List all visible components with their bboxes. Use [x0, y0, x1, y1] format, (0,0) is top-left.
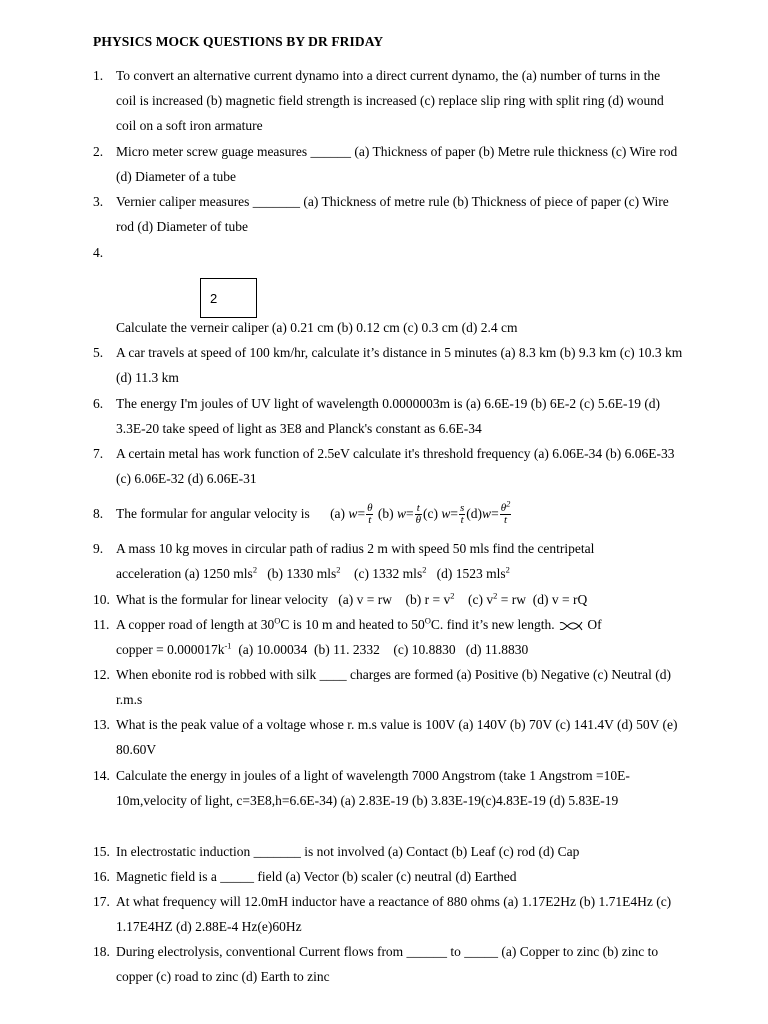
diagram-box-label: 2: [210, 291, 218, 306]
question-text: Magnetic field is a _____ field (a) Vector (b) scaler (c) neutral (d) Earthed: [116, 869, 517, 884]
question-text: Micro meter screw guage measures ______ (a) Thickness of paper (b) Metre rule thickness (c) Wire rod (d) Diameter of a tube: [116, 144, 678, 185]
formula-equals: =: [405, 506, 414, 521]
option-d-label: (d): [466, 506, 483, 521]
question-number: 13.: [93, 717, 110, 732]
question-number: 9.: [93, 541, 104, 556]
formula-equals: =: [491, 506, 499, 521]
question-13: [93, 712, 683, 762]
question-text: A mass 10 kg moves in circular path of radius 2 m with speed 50 mls find the centripetal: [116, 541, 595, 556]
question-text: The formular for angular velocity is: [116, 506, 310, 521]
numerator-symbol: θ: [500, 502, 507, 515]
degree-mark: O: [424, 615, 431, 626]
question-text: At what frequency will 12.0mH inductor have a reactance of 880 ohms (a) 1.17E2Hz (b) 1.71E4Hz (c) 1.17E4HZ (d) 2.88E-4 Hz(e)60Hz: [116, 894, 672, 935]
question-number: 3.: [93, 194, 104, 209]
exponent: 2: [505, 564, 510, 575]
numerator: θ: [367, 502, 373, 515]
option-b-label: (b): [377, 506, 394, 521]
exponent: 2: [252, 564, 258, 575]
question-number: 14.: [93, 768, 110, 783]
question-2: [93, 139, 683, 189]
formula-equals: =: [357, 506, 366, 521]
question-number: 5.: [93, 345, 104, 360]
exponent: 2: [450, 590, 455, 601]
question-number: 2.: [93, 144, 104, 159]
exponent: 2: [493, 590, 498, 601]
alpha-symbol-icon: [558, 619, 584, 633]
question-text: A certain metal has work function of 2.5eV calculate it's threshold frequency (a) 6.06E-34 (b) 6.06E-33 (c) 6.06E-32 (d) 6.06E-31: [116, 446, 675, 487]
question-text: When ebonite rod is robbed with silk ____ charges are formed (a) Positive (b) Negative (c) Neutral (d) r.m.s: [116, 667, 671, 708]
question-number: 4.: [93, 245, 104, 260]
question-number: 17.: [93, 894, 110, 909]
formula-symbol: w: [441, 506, 451, 521]
question-9: [93, 536, 683, 586]
question-text: During electrolysis, conventional Current flows from ______ to _____ (a) Copper to zinc (b) zinc to copper (c) road to zinc (d) Earth to zinc: [116, 944, 659, 985]
question-text: C is 10 m and heated to 50: [280, 617, 425, 632]
formula-symbol: w: [348, 506, 358, 521]
question-14: [93, 763, 683, 813]
exponent: 2: [336, 564, 341, 575]
option-a-label: (a): [330, 506, 346, 521]
question-text: In electrostatic induction _______ is not involved (a) Contact (b) Leaf (c) rod (d) Cap: [116, 844, 580, 859]
question-text: The energy I'm joules of UV light of wavelength 0.0000003m is (a) 6.6E-19 (b) 6E-2 (c) 5.6E-19 (d) 3.3E-20 take speed of light as 3E8 and Planck's constant as 6.6E-34: [116, 396, 661, 437]
option-d: (d) 1523 mls: [426, 566, 506, 582]
question-16: [93, 864, 683, 889]
denominator: θ: [415, 514, 422, 527]
options: (a) 10.00034 (b) 11. 2332 (c) 10.8830 (d) 11.8830: [231, 642, 529, 658]
fraction: [459, 503, 465, 526]
question-text: copper = 0.000017k: [116, 642, 225, 658]
question-4-prompt: [93, 315, 683, 340]
question-7: [93, 441, 683, 491]
question-text: Calculate the verneir caliper (a) 0.21 cm (b) 0.12 cm (c) 0.3 cm (d) 2.4 cm: [116, 320, 518, 335]
question-number: 16.: [93, 869, 110, 884]
question-text: C. find it’s new length.: [430, 617, 555, 632]
diagram-box: [200, 278, 257, 318]
question-text: What is the peak value of a voltage whose r. m.s value is 100V (a) 140V (b) 70V (c) 141.4V (d) 50V (e) 80.60V: [116, 717, 678, 758]
formula-symbol: w: [396, 506, 406, 521]
question-number: 15.: [93, 844, 110, 859]
numerator: t: [415, 503, 422, 515]
question-text: What is the formular for linear velocity (a) v = rw (b) r = v: [116, 592, 451, 607]
question-10: [93, 587, 683, 612]
exponent: 2: [506, 498, 511, 509]
option-rest: = rw (d) v = rQ: [497, 592, 588, 607]
question-5: [93, 340, 683, 390]
question-text: A car travels at speed of 100 km/hr, calculate it’s distance in 5 minutes (a) 8.3 km (b) 9.3 km (c) 10.3 km (d) 11.3 km: [116, 345, 683, 386]
degree-mark: O: [274, 615, 281, 626]
question-number: 7.: [93, 446, 104, 461]
page-title: PHYSICS MOCK QUESTIONS BY DR FRIDAY: [93, 34, 384, 49]
question-number: 1.: [93, 68, 104, 83]
denominator: t: [503, 514, 508, 527]
question-number: 6.: [93, 396, 104, 411]
question-3: [93, 189, 683, 239]
numerator: s: [460, 502, 465, 515]
formula-equals: =: [450, 506, 459, 521]
question-11: [93, 612, 683, 662]
option-c: (c) v: [454, 592, 494, 607]
denominator: t: [460, 514, 464, 527]
question-4: [93, 240, 683, 265]
question-text: Vernier caliper measures _______ (a) Thickness of metre rule (b) Thickness of piece of paper (c) Wire rod (d) Diameter of tube: [116, 194, 669, 235]
question-text: [93, 240, 683, 265]
question-15: [93, 839, 683, 864]
question-8: [93, 498, 683, 527]
question-text: A copper road of length at 30: [116, 617, 275, 632]
question-1: [93, 63, 683, 139]
exponent: 2: [422, 564, 427, 575]
option-b: (b) 1330 mls: [257, 566, 337, 582]
option-c: (c) 1332 mls: [340, 566, 423, 582]
question-number: 18.: [93, 944, 110, 959]
fraction: [415, 503, 422, 526]
question-number: 10.: [93, 592, 110, 607]
question-number: 12.: [93, 667, 110, 682]
question-18: [93, 939, 683, 989]
question-text: To convert an alternative current dynamo into a direct current dynamo, the (a) number of turns in the coil is increased (b) magnetic field strength is increased (c) replace slip ring with split ring (d) wound coil on a soft iron armature: [116, 68, 664, 134]
denominator: t: [368, 514, 372, 527]
question-17: [93, 889, 683, 939]
question-text: Calculate the energy in joules of a light of wavelength 7000 Angstrom (take 1 Angstrom =10E-10m,velocity of light, c=3E8,h=6.6E-34) (a) 2.83E-19 (b) 3.83E-19(c)4.83E-19 (d) 5.83E-19: [116, 768, 630, 809]
question-number: 11.: [93, 617, 110, 632]
question-6: [93, 391, 683, 441]
option-a: acceleration (a) 1250 mls: [116, 566, 253, 582]
option-c-label: (c): [423, 506, 438, 521]
formula-symbol: w: [482, 506, 492, 521]
exponent: -1: [224, 640, 232, 651]
question-12: [93, 662, 683, 712]
fraction: [500, 498, 512, 527]
question-number: 8.: [93, 506, 104, 521]
question-text: Of: [583, 617, 602, 632]
fraction: [366, 503, 373, 526]
